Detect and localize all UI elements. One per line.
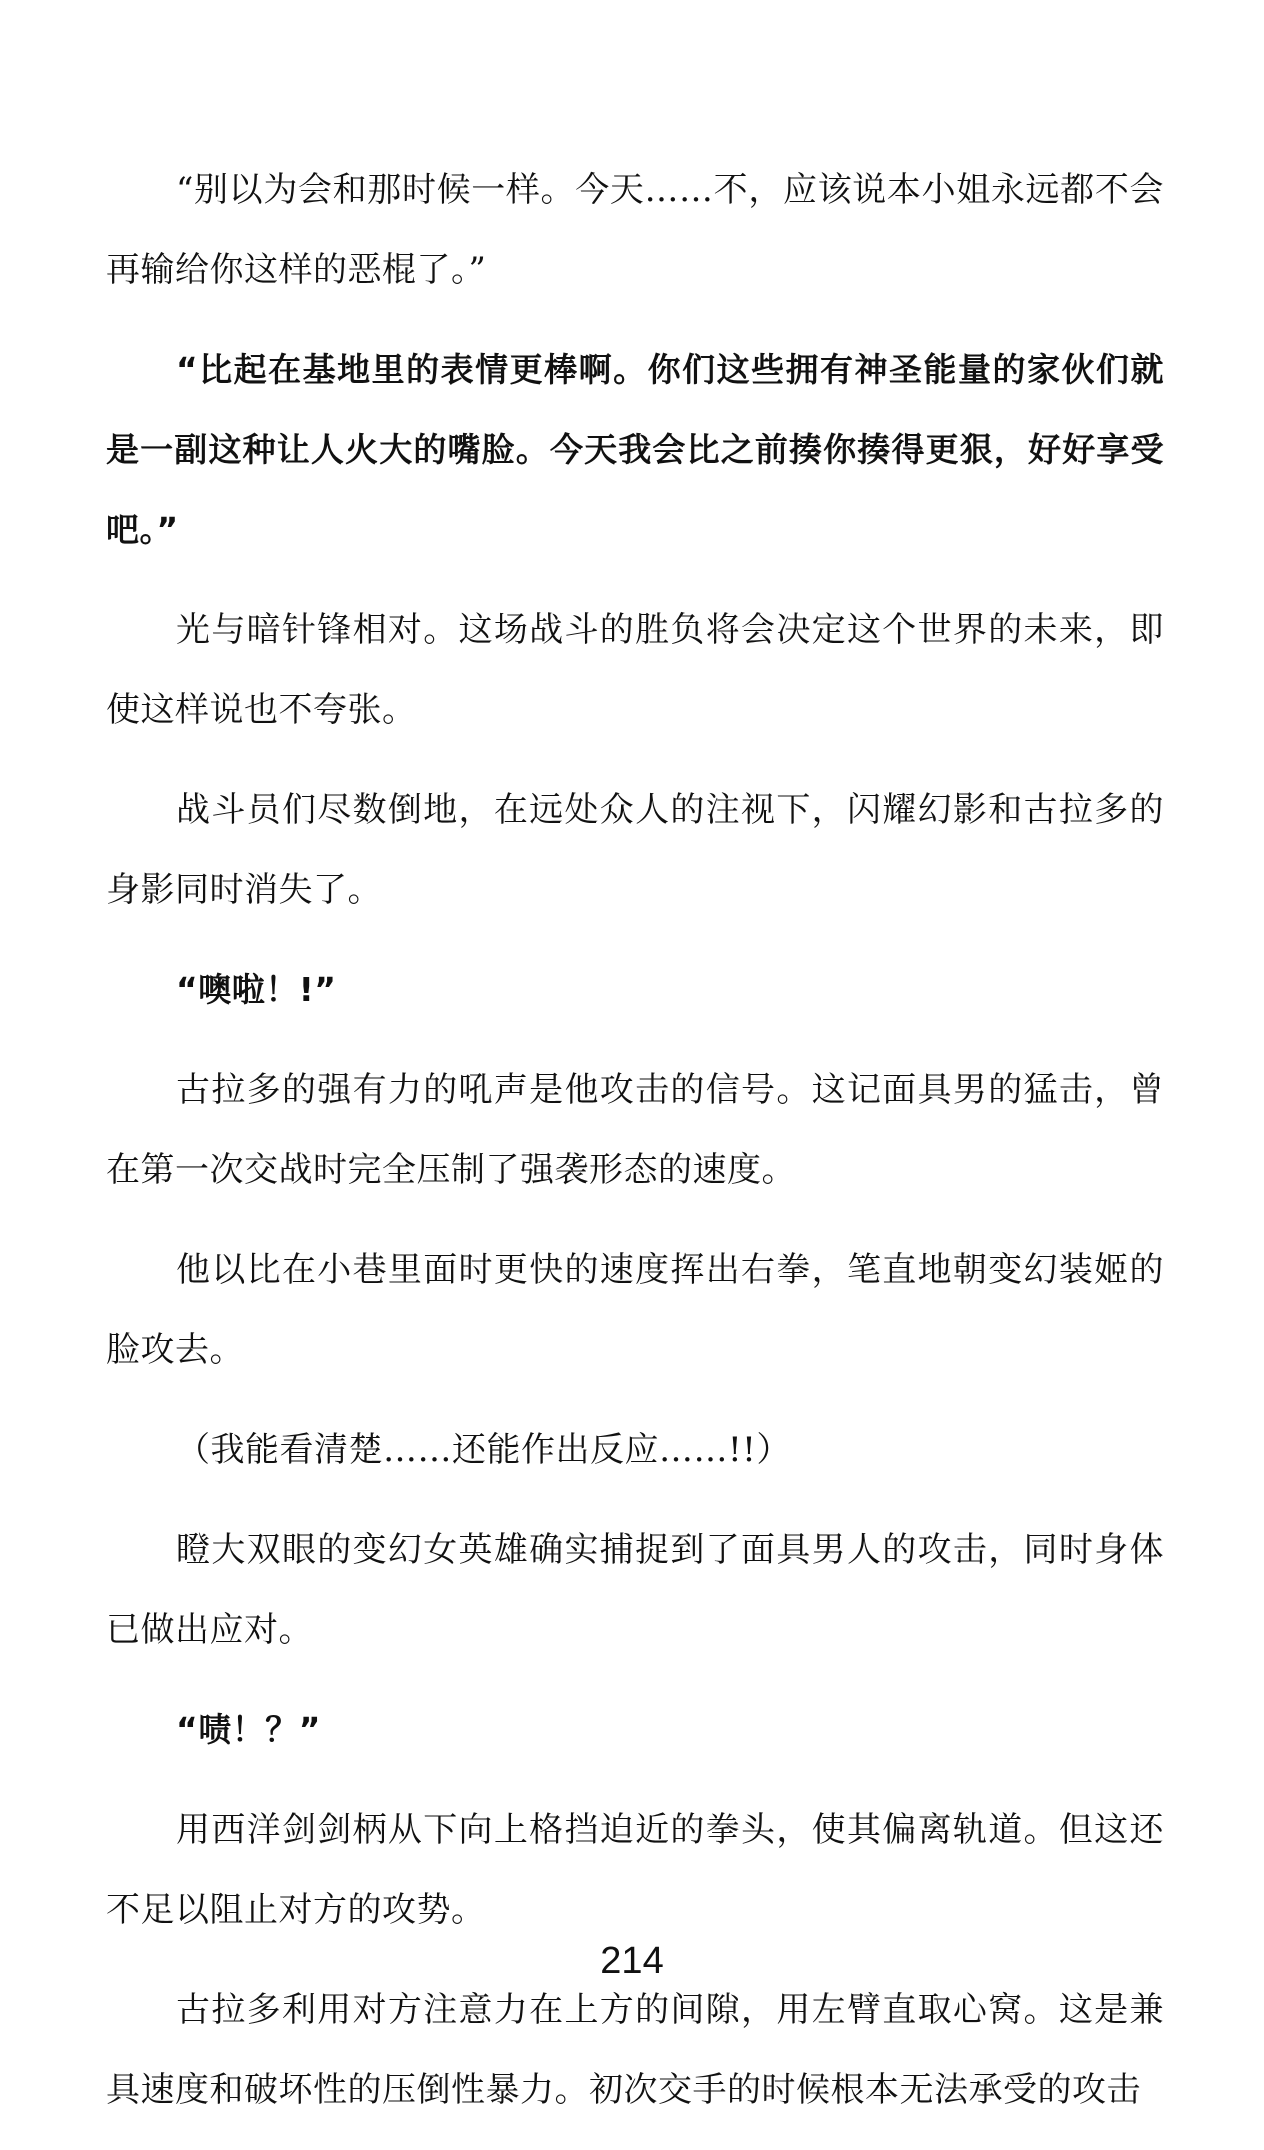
paragraph-8-thought: （我能看清楚……还能作出反应……!!） (176, 1430, 791, 1470)
paragraph-3: 光与暗针锋相对。这场战斗的胜负将会决定这个世界的未来，即使这样说也不夸张。 (106, 610, 1164, 730)
paragraph-6: 古拉多的强有力的吼声是他攻击的信号。这记面具男的猛击，曾在第一次交战时完全压制了强袭形态的速度。 (106, 1070, 1164, 1190)
paragraph-11: 用西洋剑剑柄从下向上格挡迫近的拳头，使其偏离轨道。但这还不足以阻止对方的攻势。 (106, 1810, 1164, 1930)
paragraph-1: “别以为会和那时候一样。今天……不，应该说本小姐永远都不会再输给你这样的恶棍了。” (106, 170, 1164, 290)
paragraph-2-bold-dialogue: “比起在基地里的表情更棒啊。你们这些拥有神圣能量的家伙们就是一副这种让人火大的嘴脸。今天我会比之前揍你揍得更狠，好好享受吧。” (106, 350, 1164, 549)
paragraph-7: 他以比在小巷里面时更快的速度挥出右拳，笔直地朝变幻装姬的脸攻去。 (106, 1250, 1164, 1370)
body-text (106, 150, 1164, 2150)
paragraph-12: 古拉多利用对方注意力在上方的间隙，用左臂直取心窝。这是兼具速度和破坏性的压倒性暴力。初次交手的时候根本无法承受的攻击 (106, 1990, 1164, 2110)
paragraph-5-bold-shout: “噢啦！!” (176, 970, 337, 1009)
paragraph-9: 瞪大双眼的变幻女英雄确实捕捉到了面具男人的攻击，同时身体已做出应对。 (106, 1530, 1164, 1650)
paragraph-4: 战斗员们尽数倒地，在远处众人的注视下，闪耀幻影和古拉多的身影同时消失了。 (106, 790, 1164, 910)
paragraph-10-bold-exclamation: “啧！？” (176, 1710, 321, 1749)
page-number: 214 (600, 1940, 664, 1982)
